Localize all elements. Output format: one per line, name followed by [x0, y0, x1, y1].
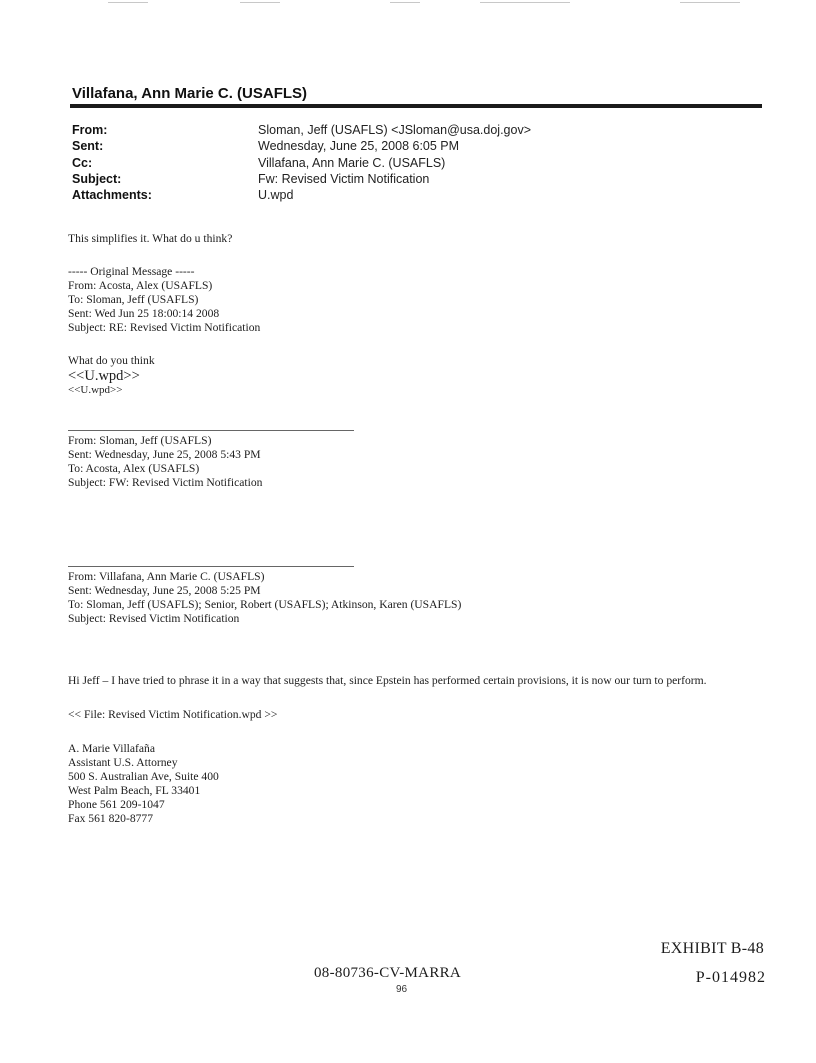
scan-artifact	[390, 2, 420, 3]
signature-line: Fax 561 820-8777	[68, 812, 154, 825]
fw2-to: To: Sloman, Jeff (USAFLS); Senior, Robert (USAFLS); Atkinson, Karen (USAFLS)	[68, 598, 462, 611]
bates-number: P-014982	[695, 969, 766, 986]
scan-artifact	[240, 2, 280, 3]
signature-line: Assistant U.S. Attorney	[68, 756, 178, 769]
scan-artifact	[108, 2, 148, 3]
exhibit-label: EXHIBIT B-48	[660, 940, 764, 957]
attachment-reference-large: <<U.wpd>>	[68, 368, 140, 384]
fw1-from: From: Sloman, Jeff (USAFLS)	[68, 434, 212, 447]
original-from: From: Acosta, Alex (USAFLS)	[68, 279, 213, 292]
signature-line: 500 S. Australian Ave, Suite 400	[68, 770, 219, 783]
original-to: To: Sloman, Jeff (USAFLS)	[68, 293, 199, 306]
header-label: Subject:	[72, 171, 122, 186]
owner-divider	[70, 104, 762, 108]
header-label: Sent:	[72, 139, 104, 154]
attachment-reference-small: <<U.wpd>>	[68, 384, 123, 396]
header-row-attachments	[72, 187, 531, 203]
header-row-subject	[72, 171, 531, 187]
mailbox-owner-name: Villafana, Ann Marie C. (USAFLS)	[72, 85, 308, 102]
scan-artifact	[480, 2, 570, 3]
header-value: Villafana, Ann Marie C. (USAFLS)	[258, 155, 446, 170]
header-label: From:	[72, 123, 108, 137]
header-value: Fw: Revised Victim Notification	[258, 171, 430, 186]
email-header	[72, 122, 531, 203]
original-sent: Sent: Wed Jun 25 18:00:14 2008	[68, 307, 220, 320]
signature-line: Phone 561 209-1047	[68, 798, 165, 811]
case-number: 08-80736-CV-MARRA	[314, 965, 462, 981]
signature-line: West Palm Beach, FL 33401	[68, 784, 201, 797]
fw2-subject: Subject: Revised Victim Notification	[68, 612, 240, 625]
header-row-from	[72, 122, 531, 138]
original-message-marker: ----- Original Message -----	[68, 265, 195, 278]
original-subject: Subject: RE: Revised Victim Notification	[68, 321, 261, 334]
scan-artifact	[680, 2, 740, 3]
page-number: 96	[396, 984, 408, 995]
message-text: Hi Jeff – I have tried to phrase it in a way that suggests that, since Epstein has performed certain provisions, it is now our turn to perform.	[68, 674, 707, 687]
header-row-sent	[72, 138, 531, 154]
fw1-sent: Sent: Wednesday, June 25, 2008 5:43 PM	[68, 448, 261, 461]
header-value: Sloman, Jeff (USAFLS) <JSloman@usa.doj.gov>	[258, 123, 532, 137]
intro-text: This simplifies it. What do u think?	[68, 232, 233, 245]
signature-line: A. Marie Villafaña	[68, 742, 155, 755]
signature-block	[68, 742, 748, 826]
header-row-cc	[72, 155, 531, 171]
header-label: Attachments:	[72, 188, 152, 203]
fw2-sent: Sent: Wednesday, June 25, 2008 5:25 PM	[68, 584, 261, 597]
file-reference: << File: Revised Victim Notification.wpd >>	[68, 708, 278, 721]
reply-text: What do you think	[68, 354, 155, 367]
header-label: Cc:	[72, 155, 93, 170]
header-value: Wednesday, June 25, 2008 6:05 PM	[258, 139, 460, 154]
email-body	[68, 232, 748, 826]
fw1-subject: Subject: FW: Revised Victim Notification	[68, 476, 263, 489]
attachment-link[interactable]: U.wpd	[258, 188, 294, 203]
fw2-from: From: Villafana, Ann Marie C. (USAFLS)	[68, 570, 265, 583]
fw1-to: To: Acosta, Alex (USAFLS)	[68, 462, 200, 475]
